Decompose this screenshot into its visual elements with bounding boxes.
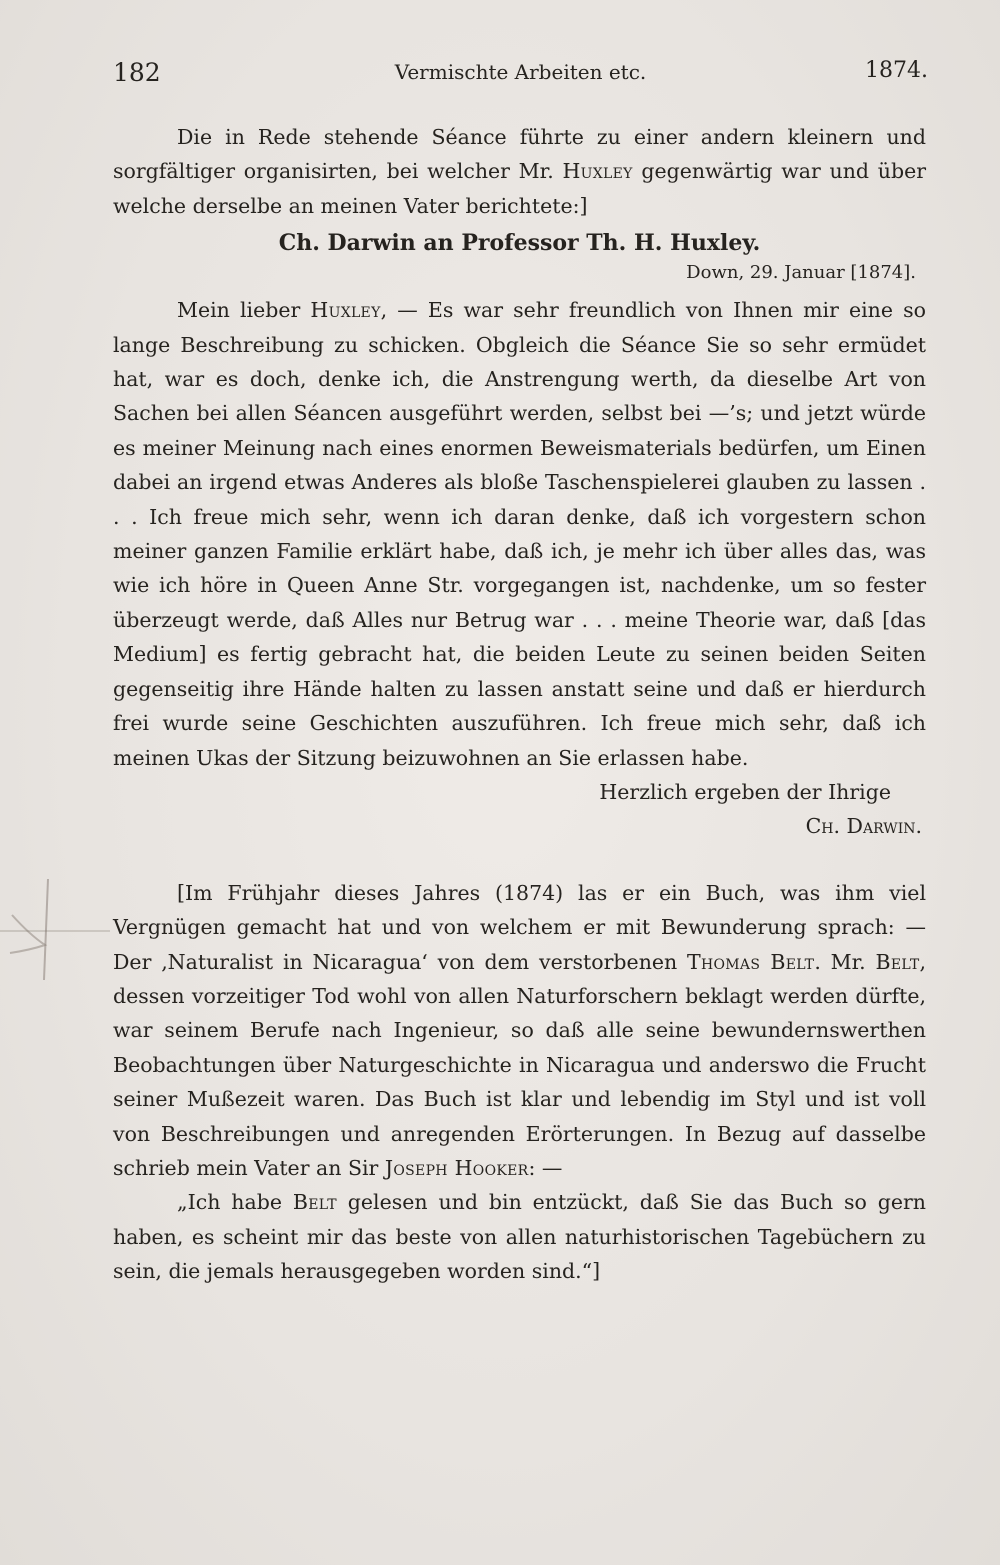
quote-text-2: gelesen und bin entzückt, daß Sie das Buch so gern haben, es scheint mir das beste von allen naturhistorischen Tagebüchern zu sein, die jemals herausgegeben worden sind.“]	[113, 1190, 927, 1284]
letter-signature: Ch. Darwin.	[805, 814, 922, 839]
name-belt: Belt	[875, 949, 920, 974]
running-year: 1874.	[865, 58, 928, 83]
quote-text-1: „Ich habe	[177, 1190, 293, 1215]
pencil-margin-line	[0, 930, 110, 932]
name-thomas-belt: Thomas Belt	[687, 949, 815, 974]
letter-closing: Herzlich ergeben der Ihrige	[599, 779, 891, 804]
narrative-text-4: : —	[528, 1155, 563, 1180]
salutation-name: Huxley	[310, 298, 381, 323]
intro-text-1: Die in Rede stehende Séance führte zu einer andern kleinern und sorgfältiger organisirten, bei welcher Mr.	[113, 125, 926, 184]
narrative-text-2: . Mr.	[814, 949, 876, 974]
intro-name-huxley: Huxley	[562, 159, 633, 184]
narrative-paragraph	[113, 876, 926, 1186]
page-number: 182	[113, 58, 161, 87]
name-joseph-hooker: Joseph Hooker	[384, 1155, 529, 1180]
page-body	[113, 120, 926, 1289]
quote-name-belt: Belt	[292, 1190, 337, 1215]
intro-text-2: gegenwärtig war und über welche derselbe an meinen Vater berichtete:]	[113, 159, 926, 218]
letter-dateline: Down, 29. Januar [1874].	[686, 262, 916, 284]
narrative-text-1: [Im Frühjahr dieses Jahres (1874) las er ein Buch, was ihm viel Vergnügen gemacht hat und von welchem er mit Bewunderung sprach: — Der ‚Naturalist in Nicaragua‘ von dem verstorbenen	[113, 880, 926, 974]
letter-body-text: , — Es war sehr freundlich von Ihnen mir eine so lange Beschreibung zu schicken. Obgleich die Séance Sie so sehr ermüdet hat, war es doch, denke ich, die Anstrengung werth, da dieselbe Art von Sachen bei allen Séancen ausgeführt werden, selbst bei —’s; und jetzt würde es meiner Meinung nach eines enormen Beweismaterials bedürfen, um Einen dabei an irgend etwas Anderes als bloße Taschenspielerei glauben zu lassen . . . Ich freue mich sehr, wenn ich daran denke, daß ich vorgestern schon meiner ganzen Familie erklärt habe, daß ich, je mehr ich über alles das, was wie ich höre in Queen Anne Str. vorgegangen ist, nachdenke, um so fester überzeugt werde, daß Alles nur Betrug war . . . meine Theorie war, daß [das Medium] es fertig gebracht hat, die beiden Leute zu seinen beiden Seiten gegenseitig ihre Hände halten zu lassen anstatt seine und daß er hierdurch frei wurde seine Geschichten auszuführen. Ich freue mich sehr, daß ich meinen Ukas der Sitzung beizuwohnen an Sie erlassen habe.	[113, 298, 926, 770]
narrative-text-3: , dessen vorzeitiger Tod wohl von allen Naturforschern beklagt werden dürfte, war seinem Berufe nach Ingenieur, so daß alle seine bewundernswerthen Beobachtungen über Naturgeschichte in Nicaragua und anderswo die Frucht seiner Mußezeit waren. Das Buch ist klar und lebendig im Styl und ist voll von Beschreibungen und anregenden Erörterungen. In Bezug auf dasselbe schrieb mein Vater an Sir	[113, 949, 926, 1180]
salutation-text: Mein lieber	[177, 298, 311, 323]
quote-paragraph	[113, 1185, 926, 1288]
intro-paragraph	[113, 120, 926, 223]
letter-heading: Ch. Darwin an Professor Th. H. Huxley.	[278, 230, 761, 257]
running-head	[113, 58, 928, 92]
running-title: Vermischte Arbeiten etc.	[394, 60, 647, 84]
letter-body	[113, 293, 926, 775]
